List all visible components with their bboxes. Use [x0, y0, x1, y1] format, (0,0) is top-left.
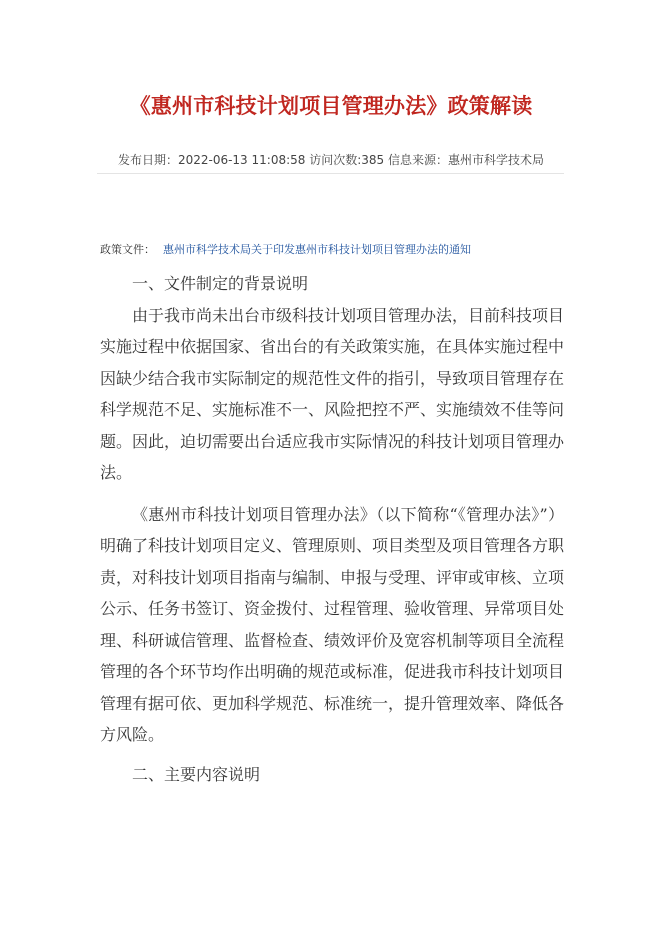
paragraph: 由于我市尚未出台市级科技计划项目管理办法，目前科技项目实施过程中依据国家、省出台的有关政策实施，在具体实施过程中因缺少结合我市实际制定的规范性文件的指引，导致项目管理存在科学规范不足、实施标准不一、风险把控不严、实施绩效不佳等问题。因此，迫切需要出台适应我市实际情况的科技计划项目管理办法。 — [100, 305, 565, 482]
policy-file-link[interactable]: 惠州市科学技术局关于印发惠州市科技计划项目管理办法的通知 — [163, 243, 471, 256]
paragraph: 《惠州市科技计划项目管理办法》（以下简称“《管理办法》”）明确了科技计划项目定义、管理原则、项目类型及项目管理各方职责，对科技计划项目指南与编制、申报与受理、评审或审核、立项公示、任务书签订、资金拨付、过程管理、验收管理、异常项目处理、科研诚信管理、监督检查、绩效评价及宽容机制等项目全流程管理的各个环节均作出明确的规范或标准，促进我市科技计划项目管理有据可依、更加科学规范、标准统一，提升管理效率、降低各方风险。 — [100, 504, 565, 744]
article-meta — [0, 150, 662, 170]
policy-file-label: 政策文件： — [100, 243, 155, 256]
policy-file-row — [100, 240, 471, 260]
section-heading: 二、主要内容说明 — [132, 764, 261, 784]
article-body — [100, 268, 564, 790]
info-source: 信息来源：惠州市科学技术局 — [388, 153, 545, 167]
visit-count: 访问次数:385 — [309, 153, 385, 167]
title-divider — [97, 173, 564, 174]
publish-date: 发布日期：2022-06-13 11:08:58 — [117, 153, 306, 167]
page-title: 《惠州市科技计划项目管理办法》政策解读 — [129, 94, 533, 118]
section-heading: 一、文件制定的背景说明 — [132, 274, 309, 293]
